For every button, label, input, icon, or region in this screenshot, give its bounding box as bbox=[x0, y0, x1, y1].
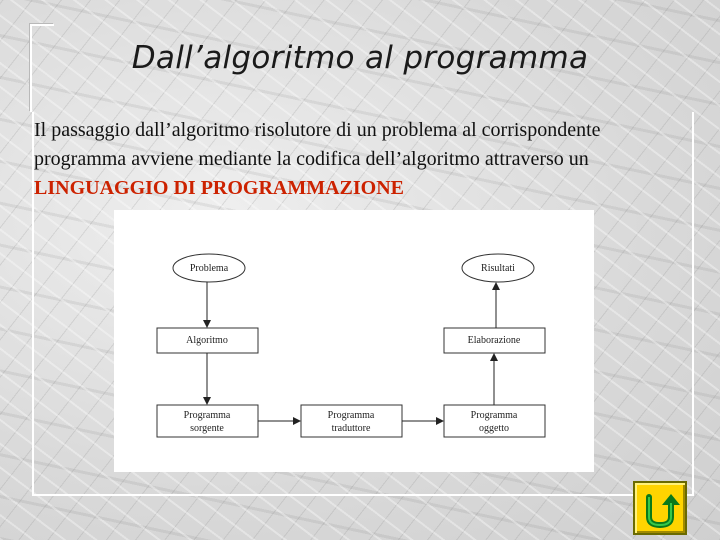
node-programma-sorgente-label-2: sorgente bbox=[190, 423, 224, 434]
node-programma-oggetto-label-1: Programma bbox=[470, 410, 518, 421]
paragraph-line-1: Il passaggio dall’algoritmo risolutore di un problema al corrispondente bbox=[34, 119, 601, 141]
node-programma-traduttore-label-2: traduttore bbox=[331, 423, 371, 434]
slide-paragraph bbox=[34, 116, 718, 203]
u-turn-return-icon bbox=[635, 483, 685, 533]
flow-diagram bbox=[114, 210, 594, 472]
keyword-linguaggio: LINGUAGGIO DI PROGRAMMAZIONE bbox=[34, 177, 405, 199]
node-programma-traduttore-label-1: Programma bbox=[327, 410, 375, 421]
return-button[interactable] bbox=[633, 481, 687, 535]
node-elaborazione-label: Elaborazione bbox=[467, 335, 521, 346]
node-algoritmo-label: Algoritmo bbox=[186, 335, 228, 346]
node-programma-sorgente-label-1: Programma bbox=[183, 410, 231, 421]
slide-title: Dall’algoritmo al programma bbox=[131, 40, 589, 76]
paragraph-line-2: programma avviene mediante la codifica dell’algoritmo attraverso un bbox=[34, 148, 589, 170]
node-problema-label: Problema bbox=[189, 263, 229, 274]
flow-diagram-svg bbox=[114, 210, 594, 472]
node-programma-oggetto-label-2: oggetto bbox=[479, 423, 509, 434]
node-risultati-label: Risultati bbox=[481, 263, 515, 274]
